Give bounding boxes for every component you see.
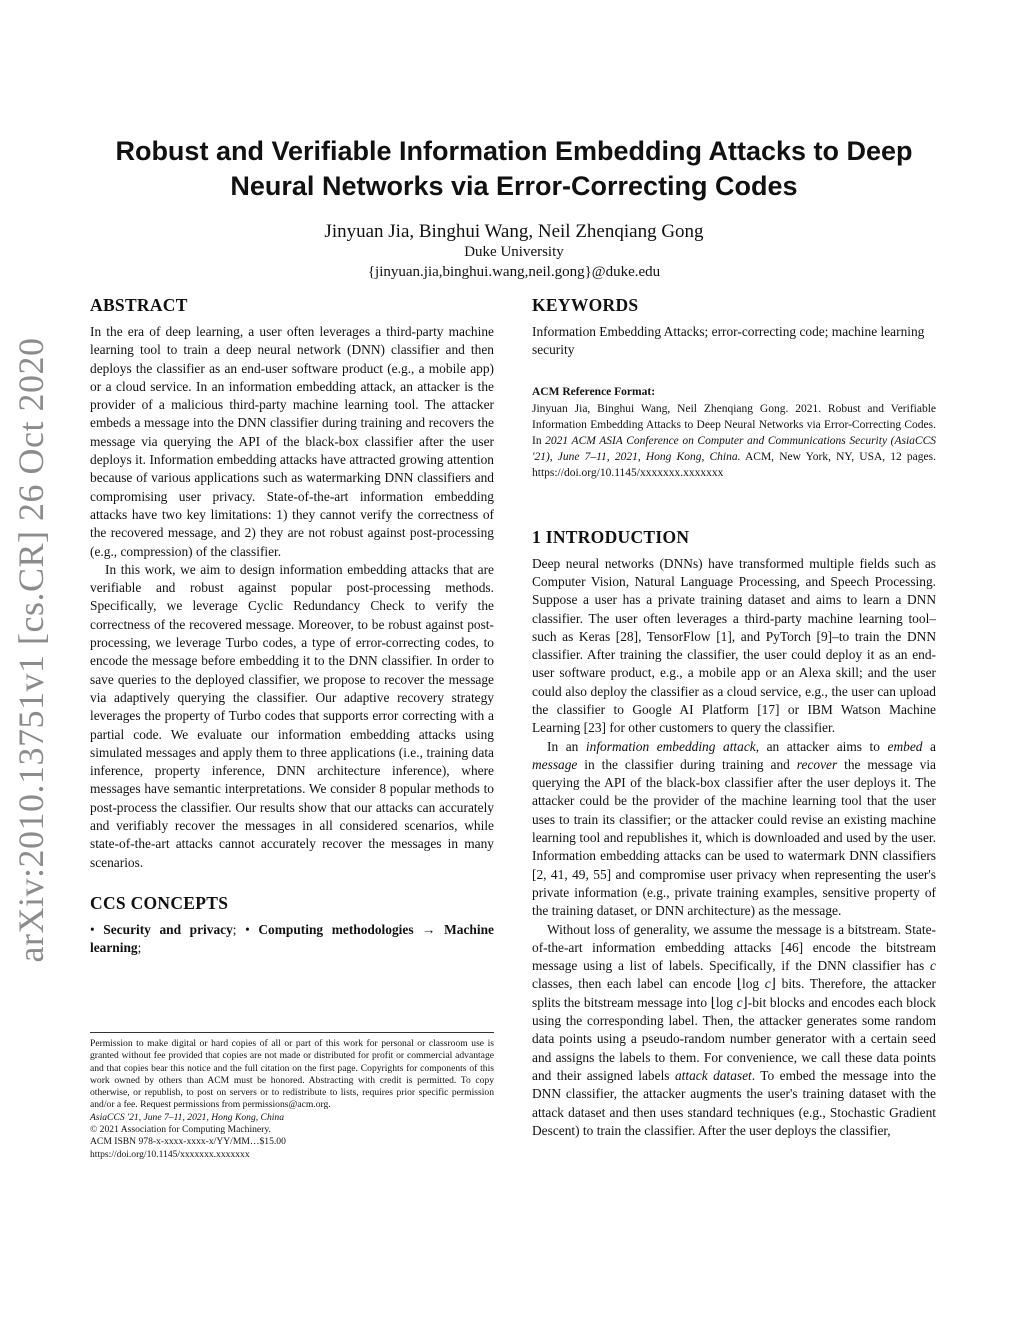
paper-title: [84, 134, 944, 204]
intro-p2-embed: embed: [887, 738, 923, 754]
intro-p3-d: ⌋ bits. Therefore, the attacker splits the bitstream message into ⌊log: [532, 976, 937, 1010]
acm-reference-heading: ACM Reference Format:: [532, 385, 656, 398]
ccs-concepts-text: [90, 921, 494, 958]
right-column: [532, 294, 936, 1140]
intro-paragraph-3: [532, 921, 936, 1141]
permission-notice: Permission to make digital or hard copies of all or part of this work for personal or classroom use is granted without fee provided that copies are not made or distributed for profit or commercial advantage and that copies bear this notice and the full citation on the first page. Copyrights for components of this work owned by others than ACM must be honored. Abstracting with credit is permitted. To copy otherwise, or republish, to post on servers or to redistribute to lists, requires prior specific permission and/or a fee. Request permissions from permissions@acm.org.: [90, 1038, 494, 1111]
abstract-heading: ABSTRACT: [90, 295, 188, 315]
intro-p2-message: message: [532, 756, 578, 772]
acm-reference-part-2: ACM, New York, NY, USA, 12 pages. https://doi.org/10.1145/xxxxxxx.xxxxxxx: [532, 451, 936, 480]
intro-p2-recover: recover: [796, 756, 838, 772]
acm-reference-venue: 2021 ACM ASIA Conference on Computer and Communications Security (AsiaCCS '21), June 7–11, 2021, Hong Kong, China.: [532, 435, 936, 464]
copyright-line: © 2021 Association for Computing Machinery.: [90, 1124, 271, 1136]
abstract-paragraph-1: In the era of deep learning, a user often leverages a third-party machine learning tool to train a deep neural network (DNN) classifier and then deploys the classifier as an end-user software product (e.g., a mobile app) or a cloud service. In an information embedding attack, an attacker is the provider of a malicious third-party machine learning tool. The attacker embeds a message into the DNN classifier during training and recovers the message via querying the API of the black-box classifier after the user deploys it. Information embedding attacks have attracted growing attention because of various applications such as watermarking DNN classifiers and compromising user privacy. State-of-the-art information embedding attacks have two key limitations: 1) they cannot verify the correctness of the recovered message, and 2) they are not robust against post-processing (e.g., compression) of the classifier.: [90, 324, 494, 559]
conference-venue: AsiaCCS '21, June 7–11, 2021, Hong Kong, China: [90, 1111, 285, 1123]
ccs-arrow: →: [413, 921, 445, 937]
intro-p2-i: the message via querying the API of the black-box classifier after the user deploys it. The attacker could be the provider of the machine learning tool that the user uses to train its classifier; or the attacker could revise an existing machine learning tool and republishes it, which is downloaded and used by the user. Information embedding attacks can be used to watermark DNN classifiers [2, 41, 49, 55] and compromise user privacy when representing the user's private information (e.g., private training examples, sensitive property of the training dataset, or DNN architecture) as the message.: [532, 756, 936, 919]
intro-p2-c: , an attacker aims to: [755, 738, 888, 754]
ccs-bullet: •: [90, 921, 104, 937]
intro-p2-term: information embedding attack: [585, 738, 756, 754]
intro-p3-a: Without loss of generality, we assume the message is a bitstream. State-of-the-art information embedding attacks [46] encode the bitstream message using a list of labels. Specifically, if the DNN classifier has: [532, 921, 936, 974]
intro-p3-b: classes, then each label can encode ⌊log: [532, 976, 765, 992]
intro-p3-c2: c: [764, 976, 771, 992]
isbn-line: ACM ISBN 978-x-xxxx-xxxx-x/YY/MM…$15.00: [90, 1136, 286, 1148]
intro-p3-g: . To embed the message into the DNN classifier, the attacker augments the user's training dataset with the attack dataset and then uses standard techniques (e.g., Stochastic Gradient Descent) to train the classifier. After the user deploys the classifier,: [532, 1067, 936, 1138]
acm-reference-part-1: Jinyuan Jia, Binghui Wang, Neil Zhenqiang Gong. 2021. Robust and Verifiable Information Embedding Attacks to Deep Neural Networks via Error-Correcting Codes. In: [532, 402, 936, 447]
intro-paragraph-1: Deep neural networks (DNNs) have transformed multiple fields such as Computer Vision, Natural Language Processing, and Speech Processing. Suppose a user has a private training dataset and aims to learn a DNN classifier. The user often leverages a third-party machine learning tool–such as Keras [28], TensorFlow [1], and PyTorch [9]–to train the DNN classifier. After training the classifier, the user could deploy it as an end-user software product, e.g., a mobile app or an Alexa skill; and the user could also deploy the classifier as a cloud service, e.g., the user can upload the classifier to Google AI Platform [17] or IBM Watson Machine Learning [23] for other customers to query the classifier.: [532, 555, 936, 736]
introduction-heading: 1 INTRODUCTION: [532, 526, 690, 547]
ccs-term-computing: Computing methodologies: [258, 921, 414, 937]
intro-p3-c3: c: [736, 994, 743, 1010]
abstract-paragraph-2: In this work, we aim to design information embedding attacks that are verifiable and robust against popular post-processing methods. Specifically, we leverage Cyclic Redundancy Check to verify the correctness of the recovered message. Moreover, to be robust against post-processing, we leverage Turbo codes, a type of error-correcting codes, to encode the message before embedding it to the DNN classifier. In order to save queries to the deployed classifier, we propose to recover the message via adaptively querying the classifier. Our adaptive recovery strategy leverages the property of Turbo codes that supports error correcting with a partial code. We evaluate our information embedding attacks using simulated messages and apply them to three applications (i.e., training data inference, property inference, DNN architecture inference), where messages have semantic interpretations. We consider 8 popular methods to post-process the classifier. Our results show that our attacks can accurately and verifiably recover the messages in all considered scenarios, while state-of-the-art attacks cannot accurately recover the messages in many scenarios.: [90, 561, 494, 870]
copyright-footnote: [90, 1032, 494, 1161]
intro-p3-c: c: [930, 958, 936, 974]
ccs-separator: ; •: [232, 921, 259, 937]
doi-line: https://doi.org/10.1145/xxxxxxx.xxxxxxx: [90, 1148, 250, 1160]
intro-p3-attack-dataset: attack dataset: [674, 1067, 752, 1083]
intro-p3-e: ⌋-bit blocks and encodes each block using the corresponding label. Then, the attacker generates some random data points using a pseudo-random number generator with a certain seed and assigns the labels to them. For convenience, we call these data points and their assigned labels: [532, 994, 936, 1083]
intro-p2-e: a: [922, 738, 936, 754]
keywords-text: Information Embedding Attacks; error-correcting code; machine learning security: [532, 324, 925, 358]
acm-reference-text: [532, 401, 936, 482]
arxiv-stamp: arXiv:2010.13751v1 [cs.CR] 26 Oct 2020: [11, 337, 51, 963]
ccs-term-security: Security and privacy: [103, 921, 233, 937]
ccs-term-ml: Machine learning: [90, 921, 494, 956]
title-line-1: Robust and Verifiable Information Embedding Attacks to Deep: [115, 136, 913, 166]
intro-paragraph-2: [532, 738, 936, 921]
title-line-2: Neural Networks via Error-Correcting Codes: [230, 171, 798, 201]
ccs-concepts-heading: CCS CONCEPTS: [90, 892, 229, 913]
ccs-end: ;: [137, 940, 142, 956]
intro-p2-g: in the classifier during training and: [577, 756, 797, 772]
intro-p2-a: In an: [547, 738, 586, 754]
author-emails: {jinyuan.jia,binghui.wang,neil.gong}@duke.edu: [367, 264, 661, 280]
left-column: [90, 294, 494, 958]
affiliation: Duke University: [464, 244, 564, 260]
keywords-heading: KEYWORDS: [532, 295, 639, 315]
authors: Jinyuan Jia, Binghui Wang, Neil Zhenqiang Gong: [324, 221, 704, 242]
